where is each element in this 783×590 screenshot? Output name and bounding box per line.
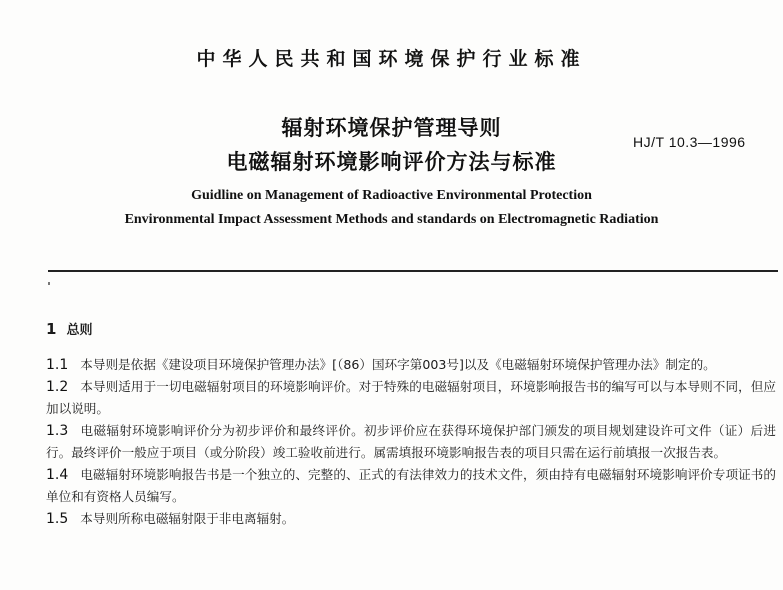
clause-1-1 [46,354,776,376]
clause-number: 1.3 [46,423,69,439]
clause-text: 本导则所称电磁辐射限于非电离辐射。 [80,511,295,526]
english-title-line-1: Guidline on Management of Radioactive Environmental Protection [191,188,592,203]
clause-1-5 [46,508,776,530]
section-number: 1 [46,320,57,338]
clause-1-4 [46,464,776,508]
clause-number: 1.5 [46,511,69,527]
document-title-line-1: 辐射环境保护管理导则 [281,116,502,140]
clause-1-3 [46,420,776,464]
section-title: 总则 [66,323,93,338]
clause-text: 电磁辐射环境影响报告书是一个独立的、完整的、正式的有法律效力的技术文件，须由持有电磁辐射环境影响评价专项证书的单位和有资格人员编写。 [46,467,776,504]
standard-category-title: 中华人民共和国环境保护行业标准 [196,48,587,70]
clause-number: 1.4 [46,467,69,483]
scan-speck [48,282,50,285]
english-title-line-2: Environmental Impact Assessment Methods and standards on Electromagnetic Radiation [124,212,659,227]
header-divider [48,270,778,272]
clause-text: 本导则适用于一切电磁辐射项目的环境影响评价。对于特殊的电磁辐射项目，环境影响报告书的编写可以与本导则不同，但应加以说明。 [46,379,776,416]
clause-text: 电磁辐射环境影响评价分为初步评价和最终评价。初步评价应在获得环境保护部门颁发的项目规划建设许可文件（证）后进行。最终评价一般应于项目（或分阶段）竣工验收前进行。属需填报环境影响报告表的项目只需在运行前填报一次报告表。 [46,423,776,460]
section-heading [46,318,776,342]
clause-number: 1.2 [46,379,69,395]
document-body [46,318,776,530]
standard-number: HJ/T 10.3—1996 [633,134,746,150]
clause-text: 本导则是依据《建设项目环境保护管理办法》[（86）国环字第003号]以及《电磁辐射环境保护管理办法》制定的。 [80,357,716,372]
document-title-line-2: 电磁辐射环境影响评价方法与标准 [226,150,557,174]
clause-number: 1.1 [46,357,69,373]
clause-1-2 [46,376,776,420]
